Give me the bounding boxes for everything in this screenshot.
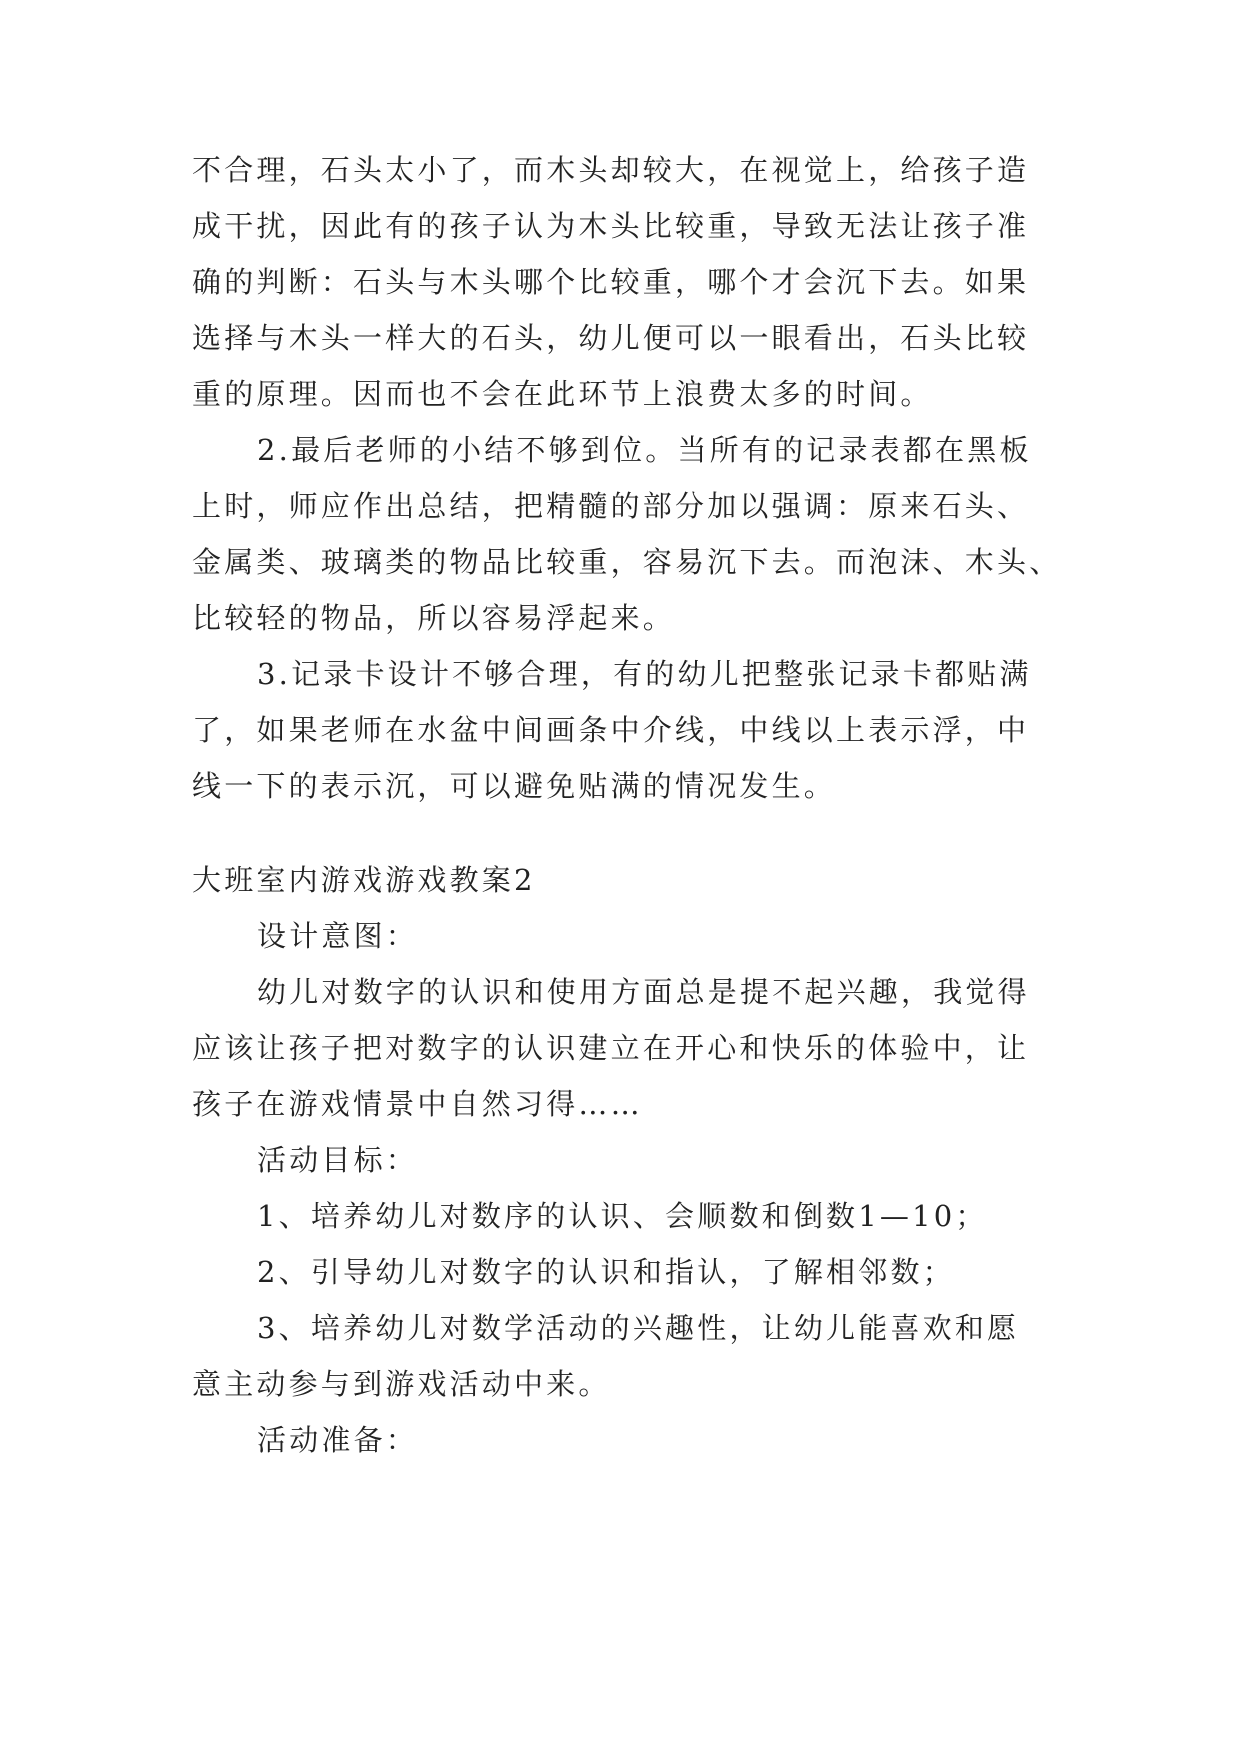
- section-title: 大班室内游戏游戏教案2: [192, 863, 536, 897]
- paragraph-line: 3.记录卡设计不够合理，有的幼儿把整张记录卡都贴满: [257, 657, 1032, 691]
- paragraph-line: 确的判断：石头与木头哪个比较重，哪个才会沉下去。如果: [192, 265, 1030, 299]
- design-intent-label: 设计意图：: [257, 919, 419, 953]
- paragraph-line: 上时，师应作出总结，把精髓的部分加以强调：原来石头、: [192, 489, 1030, 523]
- paragraph-line: 孩子在游戏情景中自然习得……: [192, 1087, 643, 1121]
- paragraph-line: 成干扰，因此有的孩子认为木头比较重，导致无法让孩子准: [192, 209, 1030, 243]
- paragraph-line: 幼儿对数字的认识和使用方面总是提不起兴趣，我觉得: [257, 975, 1030, 1009]
- goal-item: 1、培养幼儿对数序的认识、会顺数和倒数1—10；: [257, 1199, 988, 1233]
- paragraph-line: 意主动参与到游戏活动中来。: [192, 1367, 611, 1401]
- paragraph-line: 金属类、玻璃类的物品比较重，容易沉下去。而泡沫、木头、: [192, 545, 1062, 579]
- goals-label: 活动目标：: [257, 1143, 419, 1177]
- paragraph-line: 线一下的表示沉，可以避免贴满的情况发生。: [192, 769, 837, 803]
- paragraph-line: 2.最后老师的小结不够到位。当所有的记录表都在黑板: [257, 433, 1032, 467]
- paragraph-line: 应该让孩子把对数字的认识建立在开心和快乐的体验中，让: [192, 1031, 1030, 1065]
- prep-label: 活动准备：: [257, 1423, 419, 1457]
- paragraph-line: 了，如果老师在水盆中间画条中介线，中线以上表示浮，中: [192, 713, 1030, 747]
- goal-item: 2、引导幼儿对数字的认识和指认，了解相邻数；: [257, 1255, 955, 1289]
- paragraph-line: 不合理，石头太小了，而木头却较大，在视觉上，给孩子造: [192, 153, 1030, 187]
- paragraph-line: 重的原理。因而也不会在此环节上浪费太多的时间。: [192, 377, 933, 411]
- paragraph-line: 选择与木头一样大的石头，幼儿便可以一眼看出，石头比较: [192, 321, 1030, 355]
- goal-item: 3、培养幼儿对数学活动的兴趣性，让幼儿能喜欢和愿: [257, 1311, 1020, 1345]
- paragraph-line: 比较轻的物品，所以容易浮起来。: [192, 601, 676, 635]
